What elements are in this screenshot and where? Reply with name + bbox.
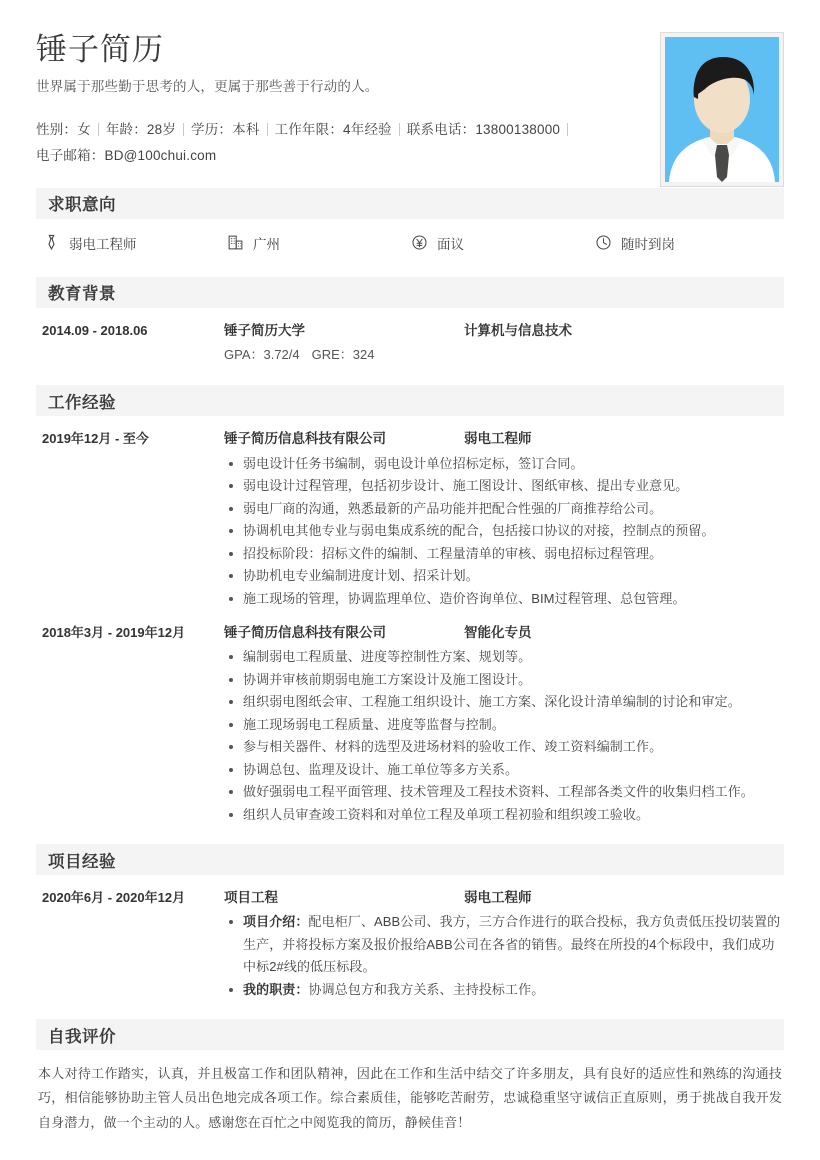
avatar-photo: [665, 37, 779, 182]
intention-availability: [594, 233, 778, 253]
intention-position-label: 弱电工程师: [69, 236, 137, 252]
list-item: 施工现场的管理，协调监理单位、造价咨询单位、BIM过程管理、总包管理。: [241, 588, 784, 610]
section-bar: [36, 1019, 784, 1050]
project-intro-label: 项目介绍：: [243, 914, 309, 930]
section-title: 教育背景: [48, 285, 116, 304]
info-phone: 联系电话：13800138000: [406, 121, 561, 137]
slogan-text: 世界属于那些勤于思考的人，更属于那些善于行动的人。: [36, 78, 379, 94]
section-title: 工作经验: [48, 393, 116, 412]
work-duty-list: [224, 646, 784, 826]
work-company: 锤子简历信息科技有限公司: [224, 431, 386, 447]
work-date: 2018年3月 - 2019年12月: [42, 625, 186, 641]
work-entry: [36, 416, 784, 610]
work-head: [224, 429, 784, 449]
list-item: 协助机电专业编制进度计划、招采计划。: [241, 565, 784, 587]
info-divider: [567, 123, 568, 136]
section-work-experience: [36, 385, 784, 826]
list-item: 协调总包、监理及设计、施工单位等多方关系。: [241, 759, 784, 781]
tie-icon: [42, 233, 61, 252]
list-item: 组织弱电图纸会审、工程施工组织设计、施工方案、深化设计清单编制的讨论和审定。: [241, 691, 784, 713]
project-body: [224, 888, 784, 1001]
work-body: [224, 623, 784, 826]
project-detail-list: [224, 911, 784, 1001]
education-gre: GRE：324: [311, 346, 375, 362]
resume-header: [36, 0, 784, 170]
info-divider: [267, 123, 268, 136]
section-job-intention: [36, 188, 784, 259]
list-item: [241, 911, 784, 978]
list-item: 做好强弱电工程平面管理、技术管理及工程技术资料、工程部各类文件的收集归档工作。: [241, 781, 784, 803]
intention-salary-label: 面议: [437, 236, 464, 252]
education-body: [224, 321, 784, 368]
intention-position: [42, 233, 226, 253]
project-date: 2020年6月 - 2020年12月: [42, 890, 186, 906]
work-body: [224, 429, 784, 610]
list-item: 参与相关器件、材料的选型及进场材料的验收工作、竣工资料编制工作。: [241, 736, 784, 758]
work-date: 2019年12月 - 至今: [42, 431, 149, 447]
section-bar: [36, 844, 784, 875]
section-bar: [36, 385, 784, 416]
info-age: 年龄：28岁: [105, 121, 177, 137]
page-title: 锤子简历: [36, 32, 164, 67]
education-scores: [224, 343, 784, 368]
intention-city-label: 广州: [253, 236, 280, 252]
section-project-experience: [36, 844, 784, 1001]
list-item: 弱电设计过程管理，包括初步设计、施工图设计、图纸审核、提出专业意见。: [241, 475, 784, 497]
section-education: [36, 277, 784, 368]
info-divider: [98, 123, 99, 136]
work-company: 锤子简历信息科技有限公司: [224, 625, 386, 641]
intention-salary: [410, 233, 594, 253]
work-duty-list: [224, 453, 784, 610]
clock-icon: [594, 233, 613, 252]
project-intro-text: 配电柜厂、ABB公司、我方，三方合作进行的联合投标，我方负责低压投切装置的生产，并将投标方案及报价报给ABB公司在各省的销售。最终在所投的4个标段中，我们成功中标2#线的低压标段。: [243, 914, 781, 975]
work-title: 弱电工程师: [464, 431, 532, 447]
list-item: 招投标阶段：招标文件的编制、工程量清单的审核、弱电招标过程管理。: [241, 543, 784, 565]
education-head: [224, 321, 784, 341]
info-divider: [183, 123, 184, 136]
list-item: 弱电设计任务书编制，弱电设计单位招标定标，签订合同。: [241, 453, 784, 475]
list-item: 协调机电其他专业与弱电集成系统的配合，包括接口协议的对接，控制点的预留。: [241, 520, 784, 542]
self-evaluation-text: 本人对待工作踏实，认真，并且极富工作和团队精神，因此在工作和生活中结交了许多朋友，具有良好的适应性和熟练的沟通技巧，相信能够协助主管人员出色地完成各项工作。综合素质佳，能够吃苦耐劳，忠诚稳重坚守诚信正直原则，勇于挑战自我开发自身潜力，做一个主动的人。感谢您在百忙之中阅览我的简历，静候佳音！: [38, 1066, 782, 1130]
project-duty-label: 我的职责：: [243, 981, 309, 997]
section-self-evaluation: [36, 1019, 784, 1134]
project-entry: [36, 875, 784, 1001]
work-entry: [36, 610, 784, 826]
education-major: 计算机与信息技术: [464, 322, 572, 338]
info-email: 电子邮箱：BD@100chui.com: [36, 148, 217, 164]
education-gpa: GPA：3.72/4: [224, 346, 300, 362]
list-item: 协调并审核前期弱电施工方案设计及施工图设计。: [241, 669, 784, 691]
info-gender: 性别：女: [36, 121, 91, 137]
project-role: 弱电工程师: [464, 890, 532, 906]
section-bar: [36, 277, 784, 308]
personal-info-line: [36, 117, 636, 170]
section-title: 项目经验: [48, 852, 116, 871]
info-divider: [399, 123, 400, 136]
section-title: 自我评价: [48, 1027, 116, 1046]
section-title: 求职意向: [48, 196, 116, 215]
project-head: [224, 888, 784, 908]
info-degree: 学历：本科: [191, 121, 260, 137]
intention-availability-label: 随时到岗: [621, 236, 675, 252]
education-entry: [36, 308, 784, 368]
avatar-illustration-icon: [665, 37, 779, 182]
list-item: 施工现场弱电工程质量、进度等监督与控制。: [241, 714, 784, 736]
section-bar: [36, 188, 784, 219]
work-head: [224, 623, 784, 643]
education-date: 2014.09 - 2018.06: [42, 322, 148, 338]
yen-icon: [410, 233, 429, 252]
intention-city: [226, 233, 410, 253]
avatar: [660, 32, 784, 187]
education-school: 锤子简历大学: [224, 322, 305, 338]
info-experience: 工作年限：4年经验: [274, 121, 392, 137]
building-icon: [226, 233, 245, 252]
list-item: 组织人员审查竣工资料和对单位工程及单项工程初验和组织竣工验收。: [241, 804, 784, 826]
intention-row: [36, 219, 784, 259]
list-item: [241, 979, 784, 1001]
work-title: 智能化专员: [464, 625, 532, 641]
list-item: 编制弱电工程质量、进度等控制性方案、规划等。: [241, 646, 784, 668]
project-name: 项目工程: [224, 890, 278, 906]
list-item: 弱电厂商的沟通，熟悉最新的产品功能并把配合性强的厂商推荐给公司。: [241, 498, 784, 520]
project-duty-text: 协调总包方和我方关系、主持投标工作。: [308, 981, 545, 997]
